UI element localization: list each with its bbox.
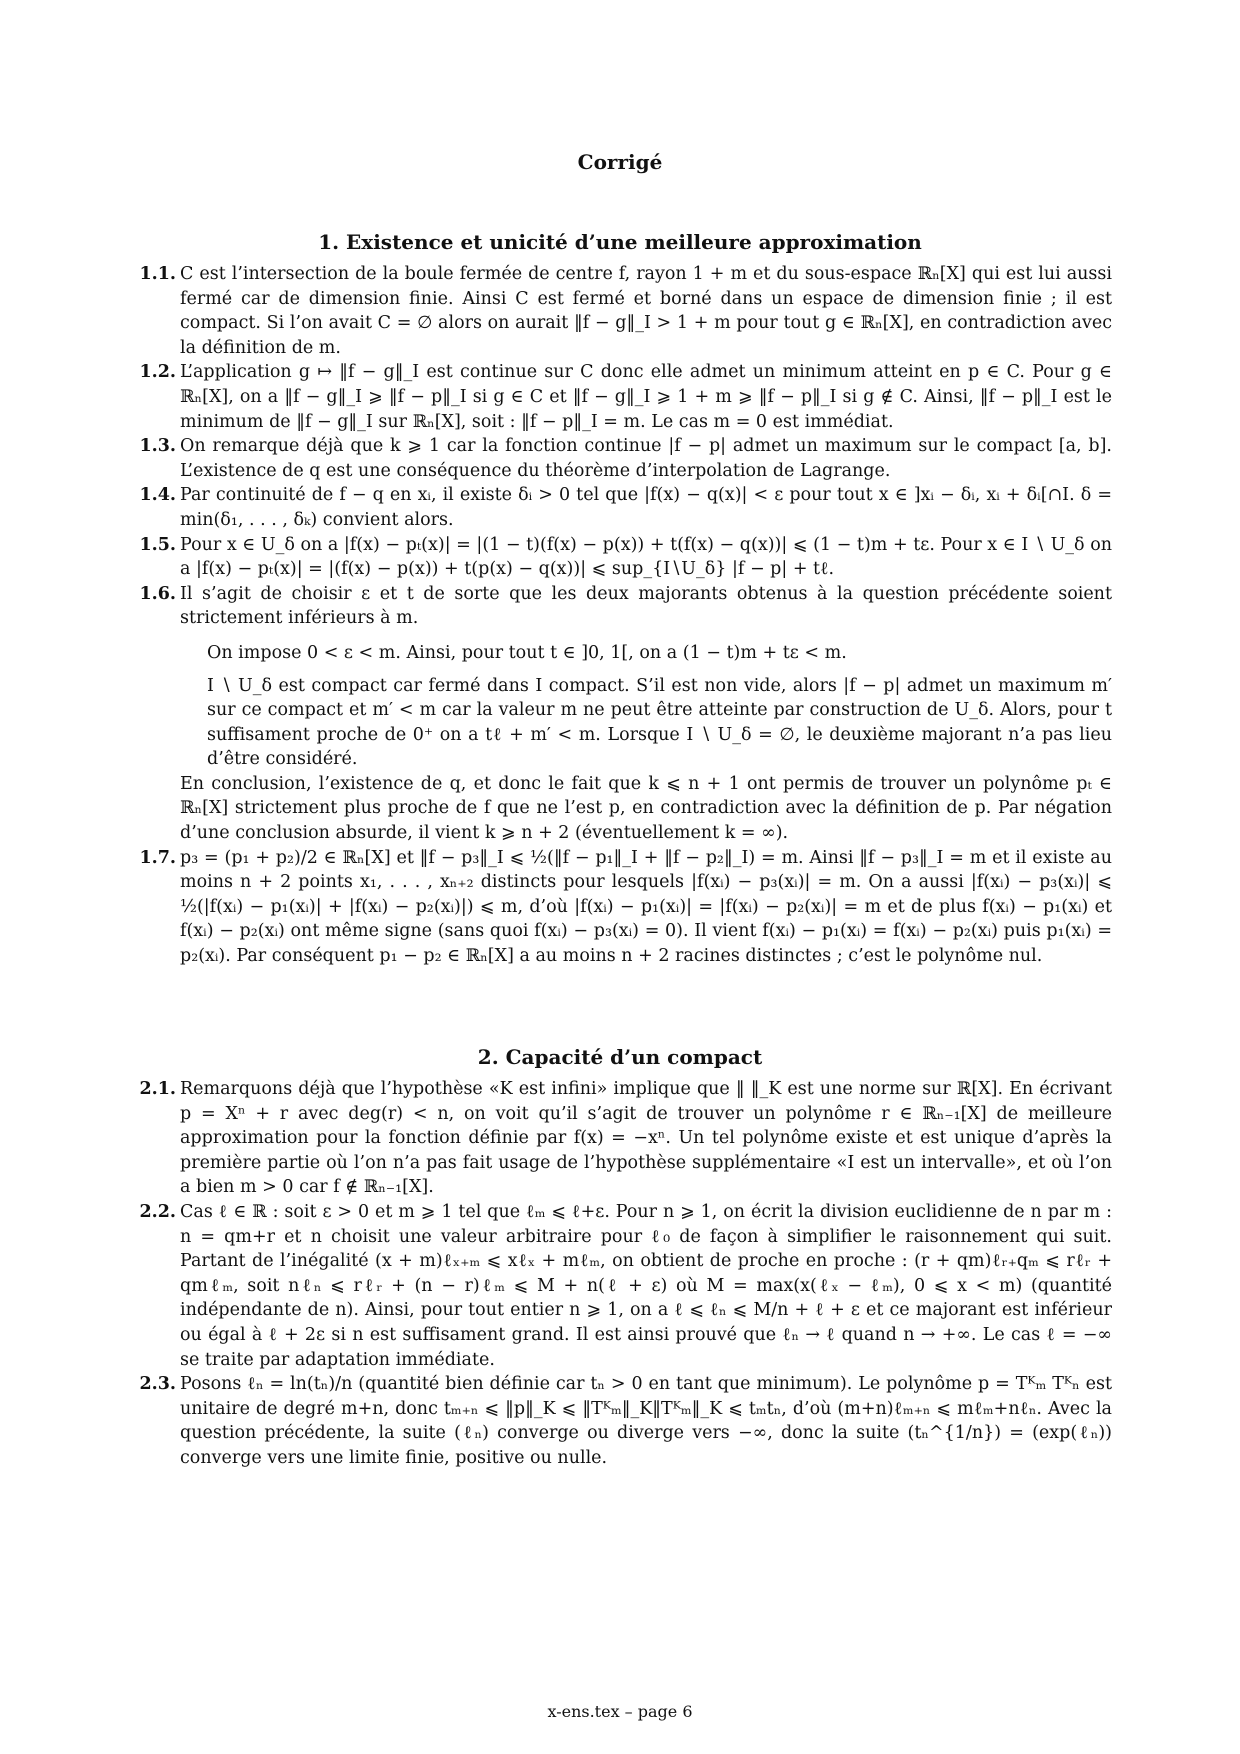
question-number: 1.1. xyxy=(139,264,176,284)
question-text: p₃ = (p₁ + p₂)/2 ∈ ℝₙ[X] et ‖f − p₃‖_I ⩽ ½(‖f − p₁‖_I + ‖f − p₂‖_I) = m. Ainsi ‖f − p₃‖_I = m et il existe au moins n + 2 points x₁, . . . , xₙ₊₂ distincts pour lesquels |f(xᵢ) − p₃(xᵢ)| = m. On a aussi |f(xᵢ) − p₃(xᵢ)| ⩽ ½(|f(xᵢ) − p₁(xᵢ)| + |f(xᵢ) − p₂(xᵢ)|) ⩽ m, d’où |f(xᵢ) − p₁(xᵢ)| = |f(xᵢ) − p₂(xᵢ)| = m et de plus f(xᵢ) − p₁(xᵢ) et f(xᵢ) − p₂(xᵢ) ont même signe (sans quoi f(xᵢ) − p₃(xᵢ) = 0). Il vient f(xᵢ) − p₁(xᵢ) = f(xᵢ) − p₂(xᵢ) puis p₁(xᵢ) = p₂(xᵢ). Par conséquent p₁ − p₂ ∈ ℝₙ[X] a au moins n + 2 racines distinctes ; c’est le polynôme nul. xyxy=(180,847,1112,967)
question-1-6 xyxy=(139,582,1112,846)
page-footer: x-ens.tex – page 6 xyxy=(547,1702,693,1721)
question-1-4 xyxy=(139,483,1112,532)
question-text: Par continuité de f − q en xᵢ, il existe δᵢ > 0 tel que |f(x) − q(x)| < ε pour tout x ∈ ]xᵢ − δᵢ, xᵢ + δᵢ[∩I. δ = min(δ₁, . . . , δₖ) convient alors. xyxy=(180,485,1112,530)
section-2-content xyxy=(139,1077,1112,1471)
question-1-5 xyxy=(139,533,1112,582)
question-1-2 xyxy=(139,360,1112,434)
argument-paragraph: I ∖ U_δ est compact car fermé dans I compact. S’il est non vide, alors |f − p| admet un maximum m′ sur ce compact et m′ < m car la valeur m ne peut être atteinte par construction de U_δ. Alors, pour t suffisament proche de 0⁺ on a tℓ + m′ < m. Lorsque I ∖ U_δ = ∅, le deuxième majorant n’a pas lieu d’être considéré. xyxy=(207,675,1112,770)
question-2-2 xyxy=(139,1200,1112,1372)
question-number: 1.6. xyxy=(139,583,176,604)
argument-paragraph: On impose 0 < ε < m. Ainsi, pour tout t ∈ ]0, 1[, on a (1 − t)m + tε < m. xyxy=(207,642,847,663)
question-number: 1.2. xyxy=(139,362,176,383)
question-2-1 xyxy=(139,1077,1112,1200)
question-text: Cas ℓ ∈ ℝ : soit ε > 0 et m ⩾ 1 tel que ℓₘ ⩽ ℓ+ε. Pour n ⩾ 1, on écrit la division euclidienne de n par m : n = qm+r et n choisit une valeur arbitraire pour ℓ₀ de façon à simplifier le raisonnement qui suit. Partant de l’inégalité (x + m)ℓₓ₊ₘ ⩽ xℓₓ + mℓₘ, on obtient de proche en proche : (r + qm)ℓᵣ₊qₘ ⩽ rℓᵣ + qmℓₘ, soit nℓₙ ⩽ rℓᵣ + (n − r)ℓₘ ⩽ M + n(ℓ + ε) où M = max(x(ℓₓ − ℓₘ), 0 ⩽ x < m) (quantité indépendante de n). Ainsi, pour tout entier n ⩾ 1, on a ℓ ⩽ ℓₙ ⩽ M/n + ℓ + ε et ce majorant est inférieur ou égal à ℓ + 2ε si n est suffisament grand. Il est ainsi prouvé que ℓₙ → ℓ quand n → +∞. Le cas ℓ = −∞ se traite par adaptation immédiate. xyxy=(180,1201,1112,1370)
question-number: 2.2. xyxy=(139,1201,176,1222)
question-1-1 xyxy=(139,262,1112,360)
question-text: Remarquons déjà que l’hypothèse «K est infini» implique que ‖ ‖_K est une norme sur ℝ[X]. En écrivant p = Xⁿ + r avec deg(r) < n, on voit qu’il s’agit de trouver un polynôme r ∈ ℝₙ₋₁[X] de meilleure approximation pour la fonction définie par f(x) = −xⁿ. Un tel polynôme existe et est unique d’après la première partie où l’on n’a pas fait usage de l’hypothèse supplémentaire «I est un intervalle», et où l’on a bien m > 0 car f ∉ ℝₙ₋₁[X]. xyxy=(180,1079,1112,1198)
question-number: 2.3. xyxy=(139,1374,176,1395)
section-1-content xyxy=(139,262,1112,969)
section-heading-2: 2. Capacité d’un compact xyxy=(477,1045,763,1069)
question-2-3 xyxy=(139,1372,1112,1470)
question-1-7 xyxy=(139,846,1112,969)
question-text: On remarque déjà que k ⩾ 1 car la fonction continue |f − p| admet un maximum sur le compact [a, b]. L’existence de q est une conséquence du théorème d’interpolation de Lagrange. xyxy=(180,436,1112,481)
section-heading-1: 1. Existence et unicité d’une meilleure approximation xyxy=(318,230,922,254)
conclusion-paragraph: En conclusion, l’existence de q, et donc le fait que k ⩽ n + 1 ont permis de trouver un polynôme pₜ ∈ ℝₙ[X] strictement plus proche de f que ne l’est p, en contradiction avec la définition de p. Par négation d’une conclusion absurde, il vient k ⩾ n + 2 (éventuellement k = ∞). xyxy=(180,773,1112,844)
question-1-3 xyxy=(139,434,1112,483)
question-number: 1.3. xyxy=(139,436,176,457)
question-number: 2.1. xyxy=(139,1079,176,1099)
question-number: 1.7. xyxy=(139,847,176,868)
question-text: L’application g ↦ ‖f − g‖_I est continue sur C donc elle admet un minimum atteint en p ∈ C. Pour g ∈ ℝₙ[X], on a ‖f − g‖_I ⩾ ‖f − p‖_I si g ∈ C et ‖f − g‖_I ⩾ 1 + m ⩾ ‖f − p‖_I si g ∉ C. Ainsi, ‖f − p‖_I est le minimum de ‖f − g‖_I sur ℝₙ[X], soit : ‖f − p‖_I = m. Le cas m = 0 est immédiat. xyxy=(180,362,1112,432)
question-text: Il s’agit de choisir ε et t de sorte que les deux majorants obtenus à la question précédente soient strictement inférieurs à m. xyxy=(180,583,1112,629)
question-text: Posons ℓₙ = ln(tₙ)/n (quantité bien définie car tₙ > 0 en tant que minimum). Le polynôme p = Tᴷₘ Tᴷₙ est unitaire de degré m+n, donc tₘ₊ₙ ⩽ ‖p‖_K ⩽ ‖Tᴷₘ‖_K‖Tᴷₘ‖_K ⩽ tₘtₙ, d’où (m+n)ℓₘ₊ₙ ⩽ mℓₘ+nℓₙ. Avec la question précédente, la suite (ℓₙ) converge ou diverge vers −∞, donc la suite (tₙ^{1/n}) = (exp(ℓₙ)) converge vers une limite finie, positive ou nulle. xyxy=(180,1374,1112,1468)
question-number: 1.4. xyxy=(139,485,176,506)
question-text: Pour x ∈ U_δ on a |f(x) − pₜ(x)| = |(1 − t)(f(x) − p(x)) + t(f(x) − q(x))| ⩽ (1 − t)m + tε. Pour x ∈ I ∖ U_δ on a |f(x) − pₜ(x)| = |(f(x) − p(x)) + t(p(x) − q(x))| ⩽ sup_{I∖U_δ} |f − p| + tℓ. xyxy=(180,534,1112,580)
indented-argument xyxy=(207,641,1112,772)
question-text: C est l’intersection de la boule fermée de centre f, rayon 1 + m et du sous-espace ℝₙ[X] qui est lui aussi fermé car de dimension finie. Ainsi C est fermé et borné dans un espace de dimension finie ; il est compact. Si l’on avait C = ∅ alors on aurait ‖f − g‖_I > 1 + m pour tout g ∈ ℝₙ[X], en contradiction avec la définition de m. xyxy=(180,264,1112,358)
page-title: Corrigé xyxy=(577,150,663,174)
question-number: 1.5. xyxy=(139,534,176,555)
